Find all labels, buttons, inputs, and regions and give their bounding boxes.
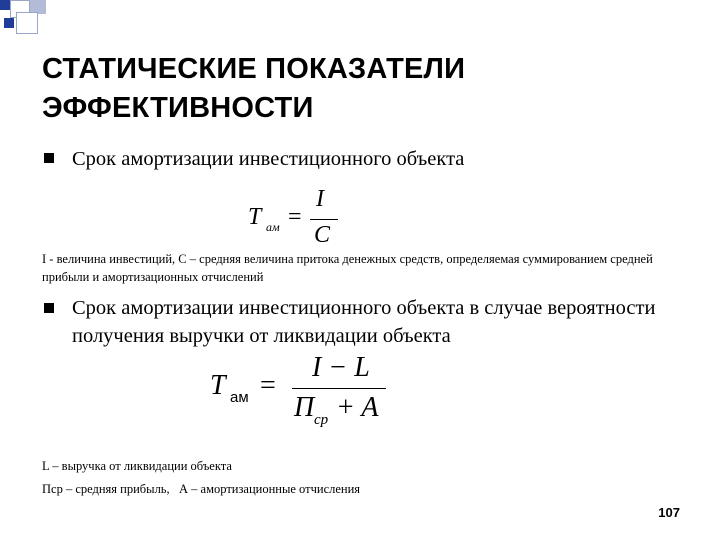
formula-2-fraction-bar [292, 388, 386, 389]
formula-1 [236, 186, 356, 252]
formula-2-denom-tail: + A [336, 392, 379, 423]
decor-square-blue-1 [0, 0, 10, 10]
formula-2 [210, 354, 410, 434]
slide-title: СТАТИЧЕСКИЕ ПОКАЗАТЕЛИ ЭФФЕКТИВНОСТИ [42, 53, 466, 124]
formula-2-lhs: T [210, 370, 226, 401]
formula-1-denominator: C [314, 222, 331, 248]
formula-1-equals: = [288, 204, 302, 230]
bullet-icon-1 [44, 153, 54, 163]
formula-2-denom-sub: ср [314, 412, 329, 428]
formula-1-lhs-sub: ам [266, 220, 280, 234]
decor-square-blue-2 [4, 18, 14, 28]
page-number: 107 [658, 505, 680, 520]
formula-2-lhs-sub: ам [230, 389, 249, 406]
bullet-1-text: Срок амортизации инвестиционного объекта [72, 148, 465, 170]
formula-1-lhs: T [248, 204, 262, 230]
formula-2-denom-symbol: П [294, 392, 315, 423]
formula-1-numerator: I [316, 186, 324, 212]
note-2-line-2: Пср – средняя прибыль, А – амортизационные отчисления [42, 482, 361, 496]
note-2-line-1: L – выручка от ликвидации объекта [42, 459, 232, 473]
formula-1-fraction-bar [310, 219, 338, 220]
note-1: I - величина инвестиций, С – средняя величина притока денежных средств, определяемая суммированием средней прибыли и амортизационных отчислений [42, 252, 653, 284]
formula-2-equals: = [260, 370, 276, 401]
bullet-2-text: Срок амортизации инвестиционного объекта в случае вероятности получения выручки от ликвидации объекта [72, 297, 656, 347]
formula-2-numerator: I − L [312, 352, 370, 383]
decor-square-outline-1 [16, 12, 38, 34]
bullet-icon-2 [44, 303, 54, 313]
